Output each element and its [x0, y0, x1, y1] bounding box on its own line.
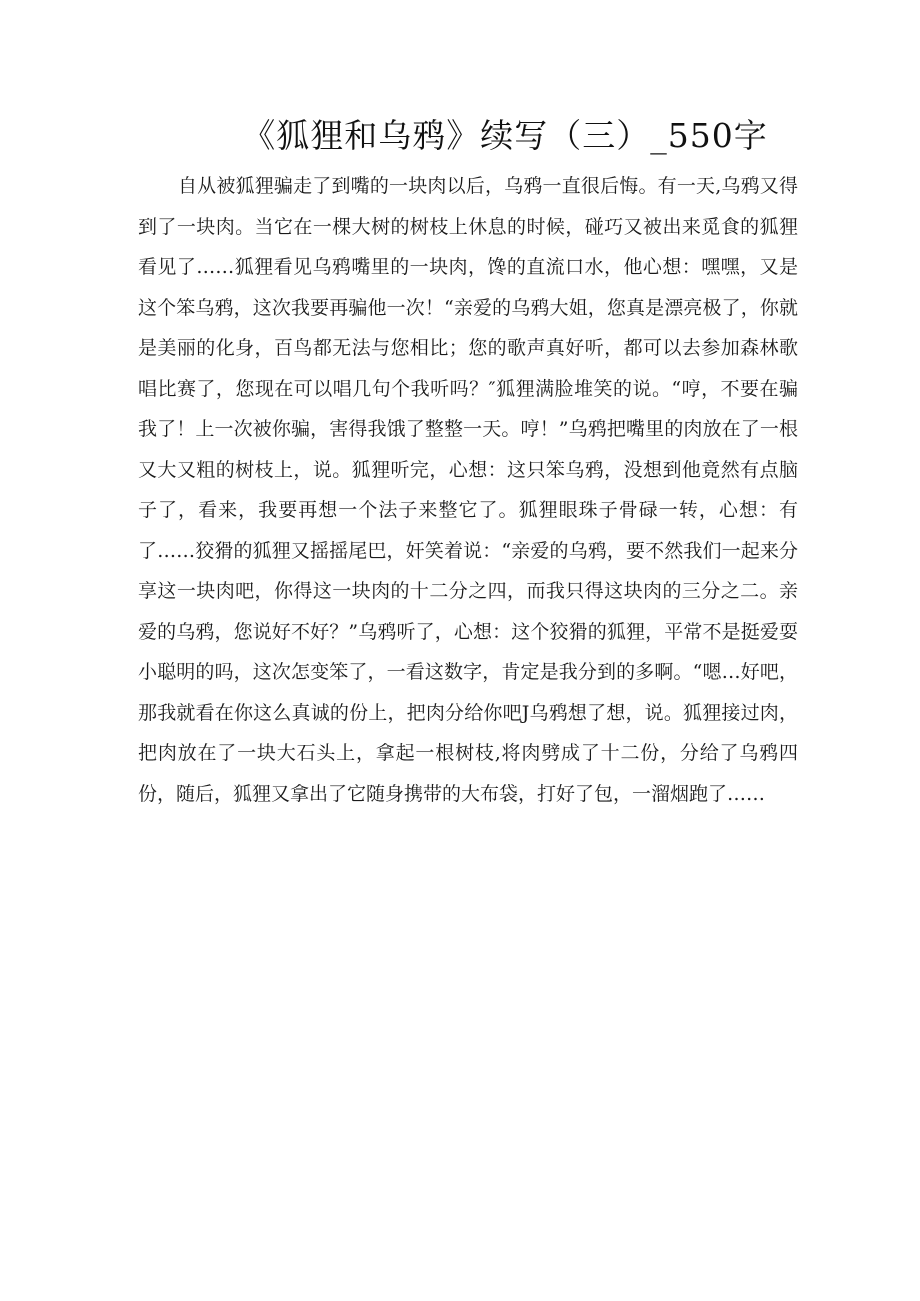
document-paragraph: 自从被狐狸骗走了到嘴的一块肉以后，乌鸦一直很后悔。有一天,乌鸦又得到了一块肉。当它在一棵大树的树枝上休息的时候，碰巧又被出来觅食的狐狸看见了……狐狸看见乌鸦嘴里的一块肉，馋的直流口水，他心想：嘿嘿，又是这个笨乌鸦，这次我要再骗他一次！“亲爱的乌鸦大姐，您真是漂亮极了，你就是美丽的化身，百鸟都无法与您相比；您的歌声真好听，都可以去参加森林歌唱比赛了，您现在可以唱几句个我听吗？″狐狸满脸堆笑的说。“哼，不要在骗我了！上一次被你骗，害得我饿了整整一天。哼！”乌鸦把嘴里的肉放在了一根又大又粗的树枝上，说。狐狸听完，心想：这只笨乌鸦，没想到他竟然有点脑子了，看来，我要再想一个法子来整它了。狐狸眼珠子骨碌一转，心想：有了……狡猾的狐狸又摇摇尾巴，奸笑着说：“亲爱的乌鸦，要不然我们一起来分享这一块肉吧，你得这一块肉的十二分之四，而我只得这块肉的三分之二。亲爱的乌鸦，您说好不好？”乌鸦听了，心想：这个狡猾的狐狸，平常不是挺爱耍小聪明的吗，这次怎变笨了，一看这数字，肯定是我分到的多啊。“嗯…好吧，那我就看在你这么真诚的份上，把肉分给你吧J乌鸦想了想，说。狐狸接过肉，把肉放在了一块大石头上，拿起一根树枝,将肉劈成了十二份，分给了乌鸦四份，随后，狐狸又拿出了它随身携带的大布袋，打好了包，一溜烟跑了……	[138, 175, 798, 805]
document-title: 《狐狸和乌鸦》续写（三）_550字	[242, 116, 768, 155]
